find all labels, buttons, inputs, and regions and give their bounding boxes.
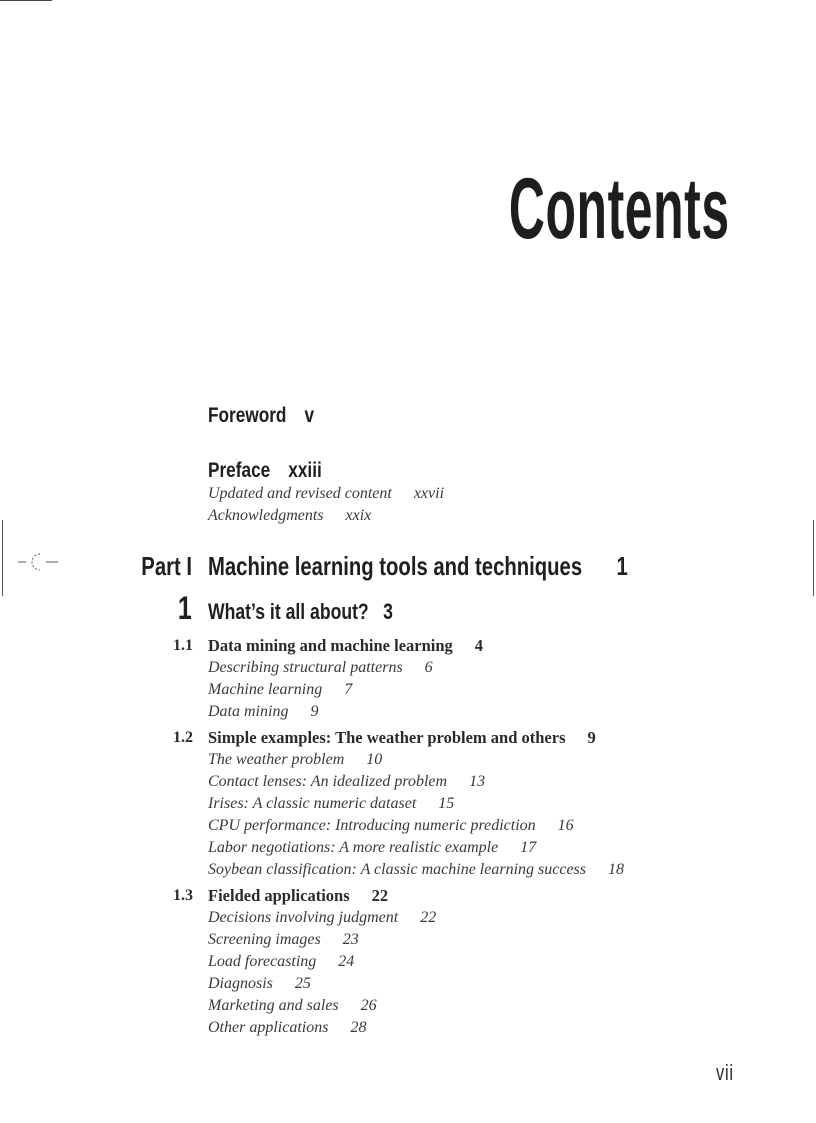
toc-subentry-title: Screening images <box>208 931 321 948</box>
toc-subentry[interactable] <box>208 909 436 927</box>
toc-foreword[interactable] <box>208 404 314 428</box>
toc-subentry[interactable] <box>208 507 371 525</box>
toc-preface[interactable] <box>208 459 322 483</box>
toc-page-number: 3 <box>383 599 393 624</box>
toc-page-number: 25 <box>294 975 311 992</box>
toc-subentry-title: Soybean classification: A classic machine learning success <box>208 861 587 878</box>
section-title-text: Fielded applications <box>208 886 350 905</box>
toc-section-title[interactable] <box>208 728 596 748</box>
toc-subentry-title: Machine learning <box>208 681 323 698</box>
toc-page-number: 17 <box>520 839 537 856</box>
toc-subentry-title: Load forecasting <box>208 953 317 970</box>
toc-page-number: 16 <box>557 817 574 834</box>
toc-page-number: 26 <box>360 997 377 1014</box>
left-margin-line <box>2 520 3 596</box>
toc-part-title[interactable] <box>208 551 628 582</box>
toc-page-number: 4 <box>474 636 484 655</box>
toc-subentry[interactable] <box>208 997 377 1015</box>
toc-page-number: v <box>304 404 315 427</box>
toc-page-number: 15 <box>438 795 455 812</box>
toc-subentry-title: Data mining <box>208 703 289 720</box>
toc-subentry-title: Irises: A classic numeric dataset <box>208 795 417 812</box>
top-rule <box>0 0 52 1</box>
toc-entry-title: Preface <box>208 459 271 482</box>
toc-subentry[interactable] <box>208 861 624 879</box>
section-number: 1.3 <box>173 887 193 904</box>
toc-page-number: xxiii <box>288 459 322 482</box>
section-title-text: Data mining and machine learning <box>208 636 453 655</box>
toc-subentry[interactable] <box>208 1019 366 1037</box>
page-folio: vii <box>716 1060 734 1085</box>
toc-page-number: 22 <box>371 886 389 905</box>
toc-page-number: 18 <box>608 861 625 878</box>
toc-page-number: 10 <box>366 751 383 768</box>
toc-subentry-title: Contact lenses: An idealized problem <box>208 773 448 790</box>
toc-page-number: 6 <box>424 659 433 676</box>
toc-subentry[interactable] <box>208 681 352 699</box>
toc-subentry[interactable] <box>208 931 359 949</box>
toc-entry-title: Foreword <box>208 404 287 427</box>
page-title: Contents <box>509 161 730 257</box>
part-title-text: Machine learning tools and techniques <box>208 551 583 581</box>
toc-section-title[interactable] <box>208 636 483 656</box>
crop-mark-icon <box>18 550 58 574</box>
toc-page-number: 7 <box>344 681 353 698</box>
toc-subentry-title: CPU performance: Introducing numeric prediction <box>208 817 536 834</box>
toc-subentry[interactable] <box>208 953 354 971</box>
toc-chapter-title[interactable] <box>208 599 393 625</box>
toc-page-number: 22 <box>420 909 437 926</box>
chapter-number: 1 <box>178 590 192 626</box>
toc-subentry-title: Diagnosis <box>208 975 273 992</box>
toc-subentry-title: Updated and revised content <box>208 485 392 502</box>
toc-page-number: 1 <box>616 551 628 581</box>
toc-page-number: xxix <box>345 507 372 524</box>
toc-subentry-title: Decisions involving judgment <box>208 909 399 926</box>
toc-page-number: 28 <box>350 1019 367 1036</box>
toc-subentry[interactable] <box>208 703 318 721</box>
toc-page-number: 13 <box>469 773 486 790</box>
toc-section-title[interactable] <box>208 886 388 906</box>
toc-subentry-title: Describing structural patterns <box>208 659 403 676</box>
toc-subentry[interactable] <box>208 659 433 677</box>
toc-subentry-title: The weather problem <box>208 751 345 768</box>
toc-subentry-title: Other applications <box>208 1019 329 1036</box>
section-number: 1.2 <box>173 729 193 746</box>
toc-subentry[interactable] <box>208 485 444 503</box>
part-label: Part I <box>141 551 192 581</box>
toc-subentry[interactable] <box>208 751 382 769</box>
right-margin-line <box>813 520 814 596</box>
toc-page-number: 23 <box>342 931 359 948</box>
toc-page-number: 24 <box>338 953 355 970</box>
toc-subentry[interactable] <box>208 773 485 791</box>
chapter-title-text: What’s it all about? <box>208 599 369 624</box>
toc-subentry[interactable] <box>208 795 454 813</box>
section-number: 1.1 <box>173 637 193 654</box>
section-title-text: Simple examples: The weather problem and others <box>208 728 566 747</box>
toc-page-number: 9 <box>587 728 596 747</box>
toc-subentry-title: Labor negotiations: A more realistic example <box>208 839 499 856</box>
toc-subentry-title: Acknowledgments <box>208 507 324 524</box>
toc-page-number: xxvii <box>413 485 445 502</box>
toc-page-number: 9 <box>310 703 319 720</box>
toc-subentry[interactable] <box>208 839 536 857</box>
toc-subentry-title: Marketing and sales <box>208 997 339 1014</box>
toc-subentry[interactable] <box>208 975 311 993</box>
toc-subentry[interactable] <box>208 817 574 835</box>
